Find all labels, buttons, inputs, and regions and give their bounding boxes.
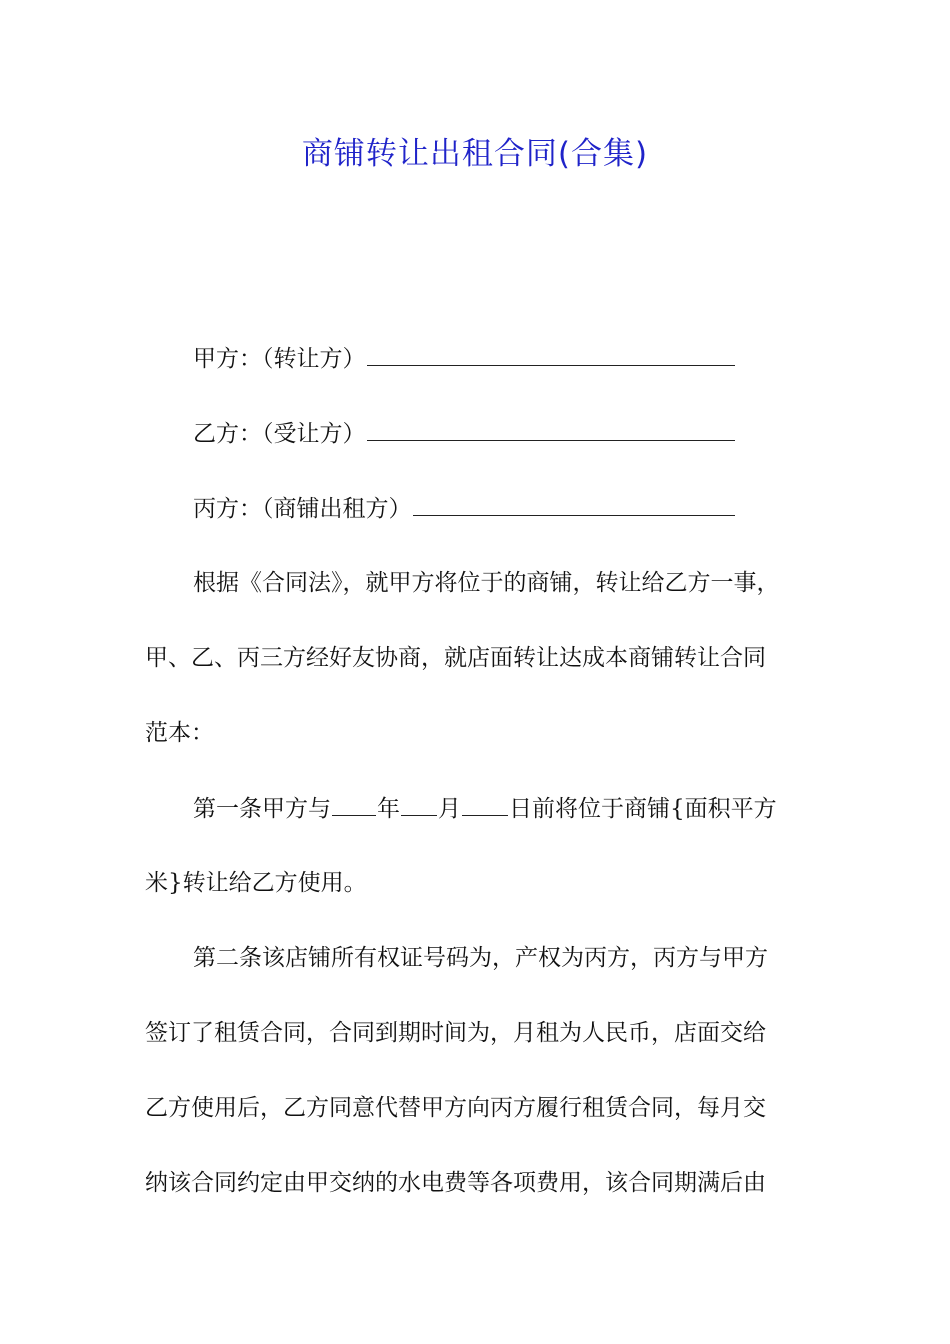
party-b-blank [367,418,735,441]
article-2-line-4: 纳该合同约定由甲交纳的水电费等各项费用，该合同期满后由 [145,1170,766,1196]
article-1-text-a: 第一条甲方与 [193,796,331,822]
party-b-label: 乙方：（受让方） [193,421,366,447]
article-1-line-2: 米}转让给乙方使用。 [145,870,367,896]
month-label: 月 [438,796,461,822]
intro-line-2: 甲、乙、丙三方经好友协商，就店面转让达成本商铺转让合同 [145,645,766,671]
article-1-text-b: 日前将位于商铺{面积平方 [509,796,777,822]
month-blank [401,793,437,816]
article-2-line-1: 第二条该店铺所有权证号码为，产权为丙方，丙方与甲方 [193,945,768,971]
party-c-blank [413,493,735,516]
party-c-line [193,493,873,524]
party-a-label: 甲方：（转让方） [193,346,366,372]
year-blank [332,793,376,816]
intro-line-1: 根据《合同法》，就甲方将位于的商铺，转让给乙方一事， [193,570,780,596]
document-title: 商铺转让出租合同(合集) [301,136,649,172]
article-2-line-3: 乙方使用后，乙方同意代替甲方向丙方履行租赁合同，每月交 [145,1095,766,1121]
party-b-line [193,418,873,449]
intro-line-3: 范本： [145,720,214,746]
year-label: 年 [377,796,400,822]
party-a-blank [367,343,735,366]
article-1-line-1 [193,793,873,824]
day-blank [462,793,508,816]
party-c-label: 丙方：（商铺出租方） [193,496,412,522]
party-a-line [193,343,873,374]
article-2-line-2: 签订了租赁合同，合同到期时间为，月租为人民币，店面交给 [145,1020,766,1046]
